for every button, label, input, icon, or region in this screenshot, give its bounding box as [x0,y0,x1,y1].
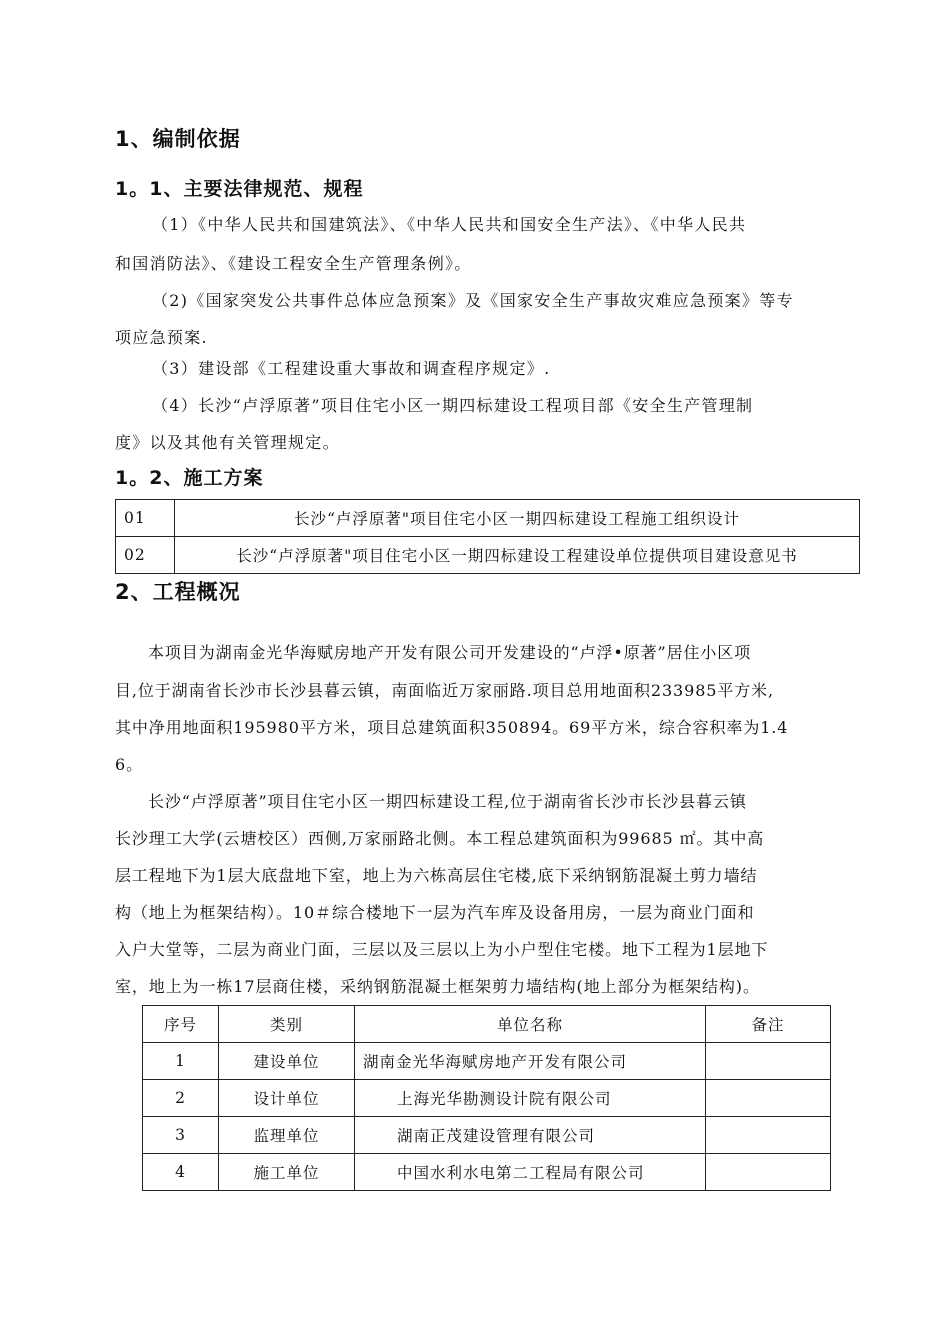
section-1-2-title: 1。2、施工方案 [115,467,264,489]
participating-units-table [142,1005,831,1191]
header-remarks: 备注 [706,1006,831,1043]
law-item-1-line-1: （1）《中华人民共和国建筑法》、《中华人民共和国安全生产法》、《中华人民共 [152,215,747,234]
overview-para-2-line-3: 层工程地下为1层大底盘地下室，地上为六栋高层住宅楼,底下采纳钢筋混凝土剪力墙结 [115,866,758,885]
overview-para-1-line-4: 6。 [115,755,143,774]
section-1-1-title: 1。1、主要法律规范、规程 [115,178,364,200]
row-serial: 2 [143,1080,219,1117]
construction-plan-table [115,499,860,574]
table-header-row [143,1006,831,1043]
plan-document: 长沙“卢浮原著"项目住宅小区一期四标建设工程建设单位提供项目建设意见书 [175,537,860,574]
law-item-2-line-1: （2)《国家突发公共事件总体应急预案》及《国家安全生产事故灾难应急预案》等专 [152,291,794,310]
row-category: 设计单位 [219,1080,355,1117]
row-remarks [706,1043,831,1080]
row-remarks [706,1154,831,1191]
law-item-3-line-1: （3）建设部《工程建设重大事故和调查程序规定》. [152,359,551,378]
row-remarks [706,1080,831,1117]
row-serial: 3 [143,1117,219,1154]
overview-para-2-line-2: 长沙理工大学(云塘校区）西侧,万家丽路北侧。本工程总建筑面积为99685 ㎡。其中高 [115,829,765,848]
overview-para-1-line-2: 目,位于湖南省长沙市长沙县暮云镇，南面临近万家丽路.项目总用地面积233985平方米, [115,681,775,700]
plan-document: 长沙“卢浮原著"项目住宅小区一期四标建设工程施工组织设计 [175,500,860,537]
row-remarks [706,1117,831,1154]
law-item-4-line-2: 度》以及其他有关管理规定。 [115,433,340,452]
overview-para-1-line-1: 本项目为湖南金光华海赋房地产开发有限公司开发建设的“卢浮•原著”居住小区项 [148,643,752,662]
law-item-1-line-2: 和国消防法》、《建设工程安全生产管理条例》。 [115,254,472,273]
section-2-title: 2、工程概况 [115,580,241,604]
row-unit-name: 湖南正茂建设管理有限公司 [355,1117,706,1154]
header-serial: 序号 [143,1006,219,1043]
row-serial: 4 [143,1154,219,1191]
row-unit-name: 中国水利水电第二工程局有限公司 [355,1154,706,1191]
row-category: 建设单位 [219,1043,355,1080]
overview-para-1-line-3: 其中净用地面积195980平方米，项目总建筑面积350894。69平方米，综合容积率为1.4 [115,718,789,737]
row-unit-name: 上海光华勘测设计院有限公司 [355,1080,706,1117]
overview-para-2-line-1: 长沙“卢浮原著”项目住宅小区一期四标建设工程,位于湖南省长沙市长沙县暮云镇 [148,792,747,811]
table-row [116,500,860,537]
row-category: 监理单位 [219,1117,355,1154]
law-item-4-line-1: （4）长沙“卢浮原著”项目住宅小区一期四标建设工程项目部《安全生产管理制 [152,396,754,415]
header-category: 类别 [219,1006,355,1043]
header-unit-name: 单位名称 [355,1006,706,1043]
row-category: 施工单位 [219,1154,355,1191]
table-row [116,537,860,574]
section-1-title: 1、编制依据 [115,127,241,151]
overview-para-2-line-4: 构（地上为框架结构）。10＃综合楼地下一层为汽车库及设备用房，一层为商业门面和 [115,903,755,922]
overview-para-2-line-5: 入户大堂等，二层为商业门面，三层以及三层以上为小户型住宅楼。地下工程为1层地下 [115,940,769,959]
table-row [143,1043,831,1080]
plan-number: 02 [116,537,175,574]
overview-para-2-line-6: 室，地上为一栋17层商住楼，采纳钢筋混凝土框架剪力墙结构(地上部分为框架结构)。 [115,977,760,996]
plan-number: 01 [116,500,175,537]
table-row [143,1080,831,1117]
law-item-2-line-2: 项应急预案. [115,328,208,347]
table-row [143,1154,831,1191]
row-unit-name: 湖南金光华海赋房地产开发有限公司 [355,1043,706,1080]
row-serial: 1 [143,1043,219,1080]
table-row [143,1117,831,1154]
